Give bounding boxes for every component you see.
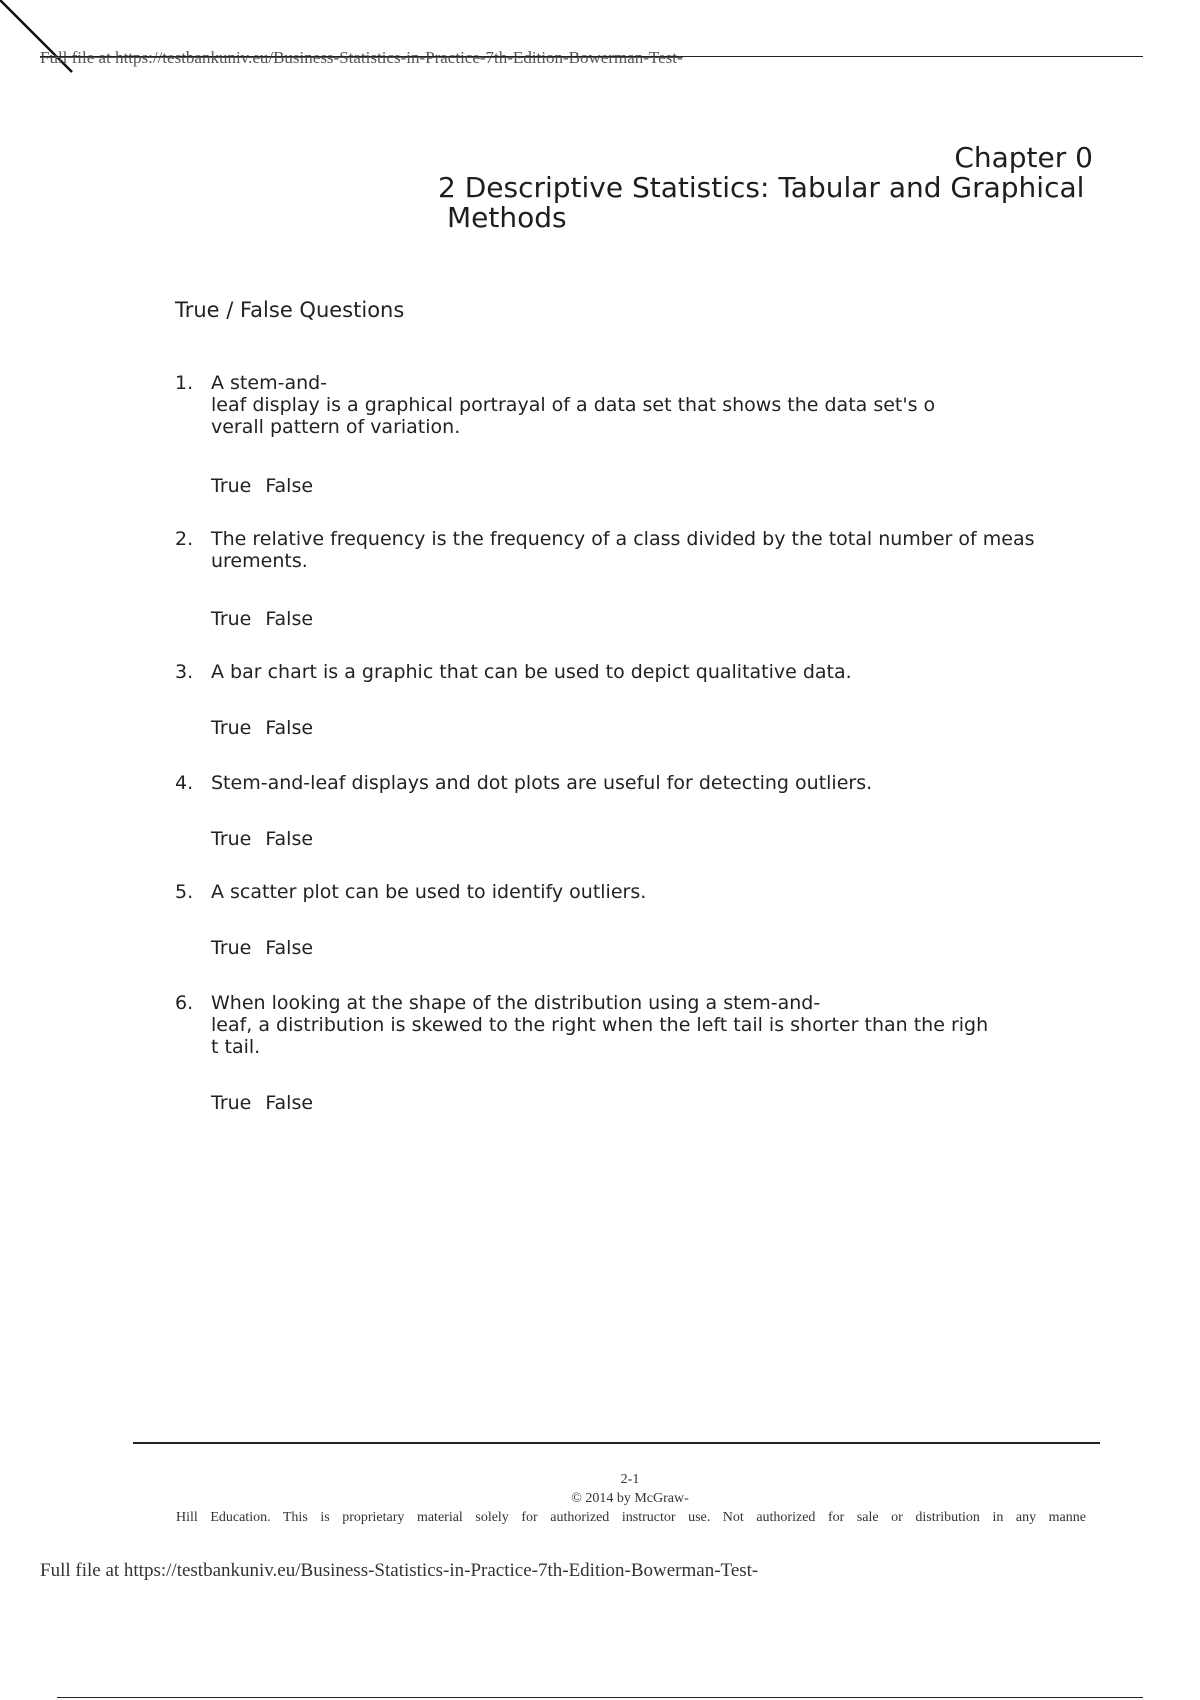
answer-true[interactable]: True: [211, 608, 252, 630]
question-number: 5.: [175, 881, 194, 903]
answer-options-1: [211, 475, 327, 497]
footer-rule: [133, 1442, 1100, 1444]
question-text-line: The relative frequency is the frequency of a class divided by the total number of meas: [211, 528, 1035, 550]
answer-true[interactable]: True: [211, 717, 252, 739]
answer-false[interactable]: False: [265, 1092, 314, 1114]
answer-false[interactable]: False: [265, 717, 314, 739]
page-footer: [170, 1470, 1090, 1527]
question-text-line: leaf display is a graphical portrayal of a data set that shows the data set's o: [211, 394, 936, 416]
question-number: 1.: [175, 372, 194, 394]
question-text-line: A stem-and-: [211, 372, 328, 394]
question-number: 2.: [175, 528, 194, 550]
answer-true[interactable]: True: [211, 475, 252, 497]
question-number: 3.: [175, 661, 194, 683]
copyright-notice: Hill Education. This is proprietary material solely for authorized instructor use. Not authorized for sale or distribution in any manne: [176, 1510, 1086, 1525]
answer-options-2: [211, 608, 327, 630]
question-text-line: t tail.: [211, 1036, 261, 1058]
question-text-line: When looking at the shape of the distribution using a stem-and-: [211, 992, 821, 1014]
source-link-footer[interactable]: Full file at https://testbankuniv.eu/Business-Statistics-in-Practice-7th-Edition-Bowerman-Test-: [40, 1560, 759, 1581]
question-text-line: A bar chart is a graphic that can be used to depict qualitative data.: [211, 661, 852, 683]
page-number: 2-1: [620, 1472, 640, 1487]
section-heading: True / False Questions: [175, 298, 405, 322]
answer-options-6: [211, 1092, 327, 1114]
question-number: 4.: [175, 772, 194, 794]
question-text: [211, 772, 1135, 794]
header-rule: [40, 56, 1143, 57]
question-text: [211, 992, 1135, 1058]
corner-slash-mark: [0, 0, 80, 80]
answer-false[interactable]: False: [265, 475, 314, 497]
chapter-title-line-2: 2 Descriptive Statistics: Tabular and Graphical: [438, 171, 1085, 204]
answer-false[interactable]: False: [265, 828, 314, 850]
answer-true[interactable]: True: [211, 828, 252, 850]
question-text-line: leaf, a distribution is skewed to the right when the left tail is shorter than the righ: [211, 1014, 989, 1036]
answer-true[interactable]: True: [211, 1092, 252, 1114]
question-text: [211, 372, 1135, 438]
bottom-rule: [57, 1697, 1143, 1698]
copyright-line: © 2014 by McGraw-: [571, 1491, 689, 1506]
chapter-title-line-3: Methods: [447, 201, 567, 234]
source-link-header[interactable]: Full file at https://testbankuniv.eu/Business-Statistics-in-Practice-7th-Edition-Bowerman-Test-: [40, 48, 683, 67]
question-text-line: Stem-and-leaf displays and dot plots are useful for detecting outliers.: [211, 772, 873, 794]
answer-options-3: [211, 717, 327, 739]
question-text: [211, 528, 1135, 572]
answer-options-5: [211, 937, 327, 959]
question-text-line: verall pattern of variation.: [211, 416, 461, 438]
answer-false[interactable]: False: [265, 937, 314, 959]
question-text: [211, 881, 1135, 903]
question-text: [211, 661, 1135, 683]
answer-options-4: [211, 828, 327, 850]
answer-false[interactable]: False: [265, 608, 314, 630]
chapter-title: [438, 143, 1093, 233]
chapter-title-line-1: Chapter 0: [954, 141, 1093, 174]
answer-true[interactable]: True: [211, 937, 252, 959]
question-text-line: A scatter plot can be used to identify outliers.: [211, 881, 647, 903]
question-number: 6.: [175, 992, 194, 1014]
question-text-line: urements.: [211, 550, 308, 572]
